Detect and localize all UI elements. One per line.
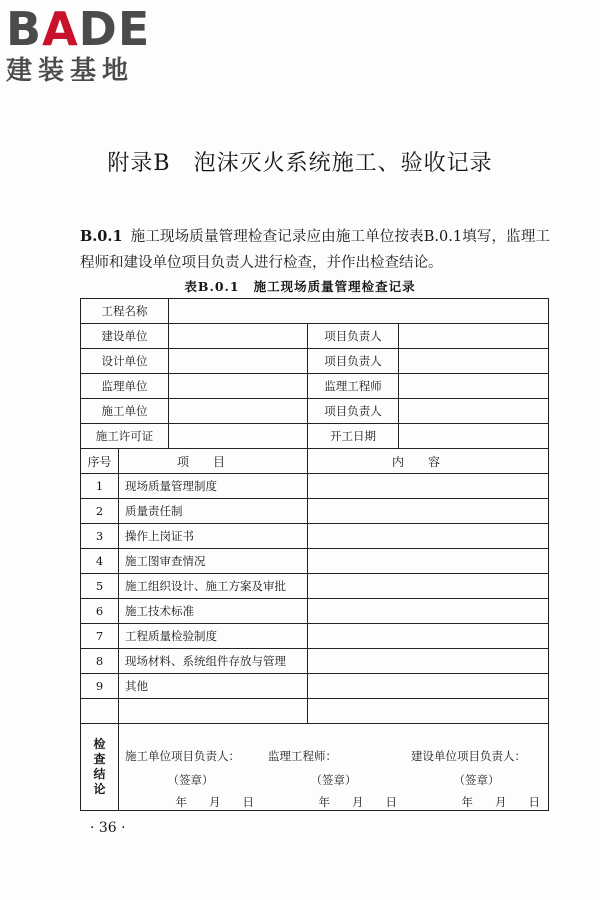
item-content[interactable] [308,499,549,524]
item-name: 现场材料、系统组件存放与管理 [119,649,308,674]
item-number: 8 [81,649,119,674]
unit-label: 监理单位 [81,374,169,399]
item-number: 2 [81,499,119,524]
clause-paragraph [80,224,550,276]
table-title: 施工现场质量管理检查记录 [253,279,416,294]
role-value[interactable] [399,324,549,349]
role-label: 项目负责人 [308,399,399,424]
signature-area[interactable] [119,724,549,811]
page-number: · 36 · [90,820,126,836]
role-label: 项目负责人 [308,349,399,374]
item-number: 7 [81,624,119,649]
role-value[interactable] [399,374,549,399]
table-row [81,624,549,649]
item-name: 施工技术标准 [119,599,308,624]
item-number: 6 [81,599,119,624]
table-row [81,499,549,524]
signature-date: 年 月 日 [461,795,540,809]
item-number: 1 [81,474,119,499]
unit-label: 施工单位 [81,399,169,424]
unit-row [81,399,549,424]
contractor-signature[interactable]: 施工单位项目负责人： （签章） 年 月 日 [125,749,254,809]
item-name: 质量责任制 [119,499,308,524]
role-value[interactable] [399,349,549,374]
conclusion-row [81,724,549,811]
item-header: 项目 [119,449,308,474]
item-number: 5 [81,574,119,599]
table-number: 表B.0.1 [184,279,240,294]
appendix-title: 附录B 泡沫灭火系统施工、验收记录 [107,151,493,176]
unit-label: 建设单位 [81,324,169,349]
table-row [81,474,549,499]
permit-value[interactable] [169,424,308,449]
item-name: 工程质量检验制度 [119,624,308,649]
conclusion-label: 检 查 结 论 [81,724,119,811]
item-number: 3 [81,524,119,549]
unit-value[interactable] [169,374,308,399]
item-content[interactable] [308,574,549,599]
item-content[interactable] [308,599,549,624]
table-row [81,524,549,549]
item-content[interactable] [308,549,549,574]
item-content[interactable] [308,674,549,699]
unit-row [81,324,549,349]
permit-row [81,424,549,449]
quality-check-table [80,298,549,811]
start-date-label: 开工日期 [308,424,399,449]
item-name: 现场质量管理制度 [119,474,308,499]
table-row [81,649,549,674]
unit-label: 设计单位 [81,349,169,374]
project-name-label: 工程名称 [81,299,169,324]
table-row [81,599,549,624]
table-row [81,549,549,574]
item-content[interactable] [308,624,549,649]
unit-row [81,349,549,374]
unit-value[interactable] [169,399,308,424]
item-content[interactable] [308,474,549,499]
table-caption [0,277,600,295]
project-name-row [81,299,549,324]
blank-row [81,699,549,724]
item-content[interactable] [308,524,549,549]
table-row [81,574,549,599]
seq-header: 序号 [81,449,119,474]
project-name-value[interactable] [169,299,549,324]
role-label: 监理工程师 [308,374,399,399]
unit-row [81,374,549,399]
unit-value[interactable] [169,349,308,374]
clause-text: 施工现场质量管理检查记录应由施工单位按表B.0.1填写，监理工程师和建设单位项目负责人进行检查，并作出检查结论。 [80,229,550,271]
unit-value[interactable] [169,324,308,349]
item-name: 其他 [119,674,308,699]
item-name: 施工图审查情况 [119,549,308,574]
signature-date: 年 月 日 [175,795,254,809]
role-label: 项目负责人 [308,324,399,349]
item-name: 施工组织设计、施工方案及审批 [119,574,308,599]
role-value[interactable] [399,399,549,424]
clause-code: B.0.1 [80,228,123,245]
owner-signature[interactable]: 建设单位项目负责人： （签章） 年 月 日 [411,749,540,809]
bade-logo [6,2,176,96]
logo-subtitle: 建装基地 [6,56,135,86]
item-number: 4 [81,549,119,574]
items-header-row [81,449,549,474]
signature-date: 年 月 日 [318,795,397,809]
table-row [81,674,549,699]
item-name: 操作上岗证书 [119,524,308,549]
supervisor-signature[interactable]: 监理工程师： （签章） 年 月 日 [268,749,397,809]
permit-label: 施工许可证 [81,424,169,449]
item-content[interactable] [308,649,549,674]
start-date-value[interactable] [399,424,549,449]
logo-brand: BADE [6,2,151,56]
item-number: 9 [81,674,119,699]
content-header: 内容 [308,449,549,474]
